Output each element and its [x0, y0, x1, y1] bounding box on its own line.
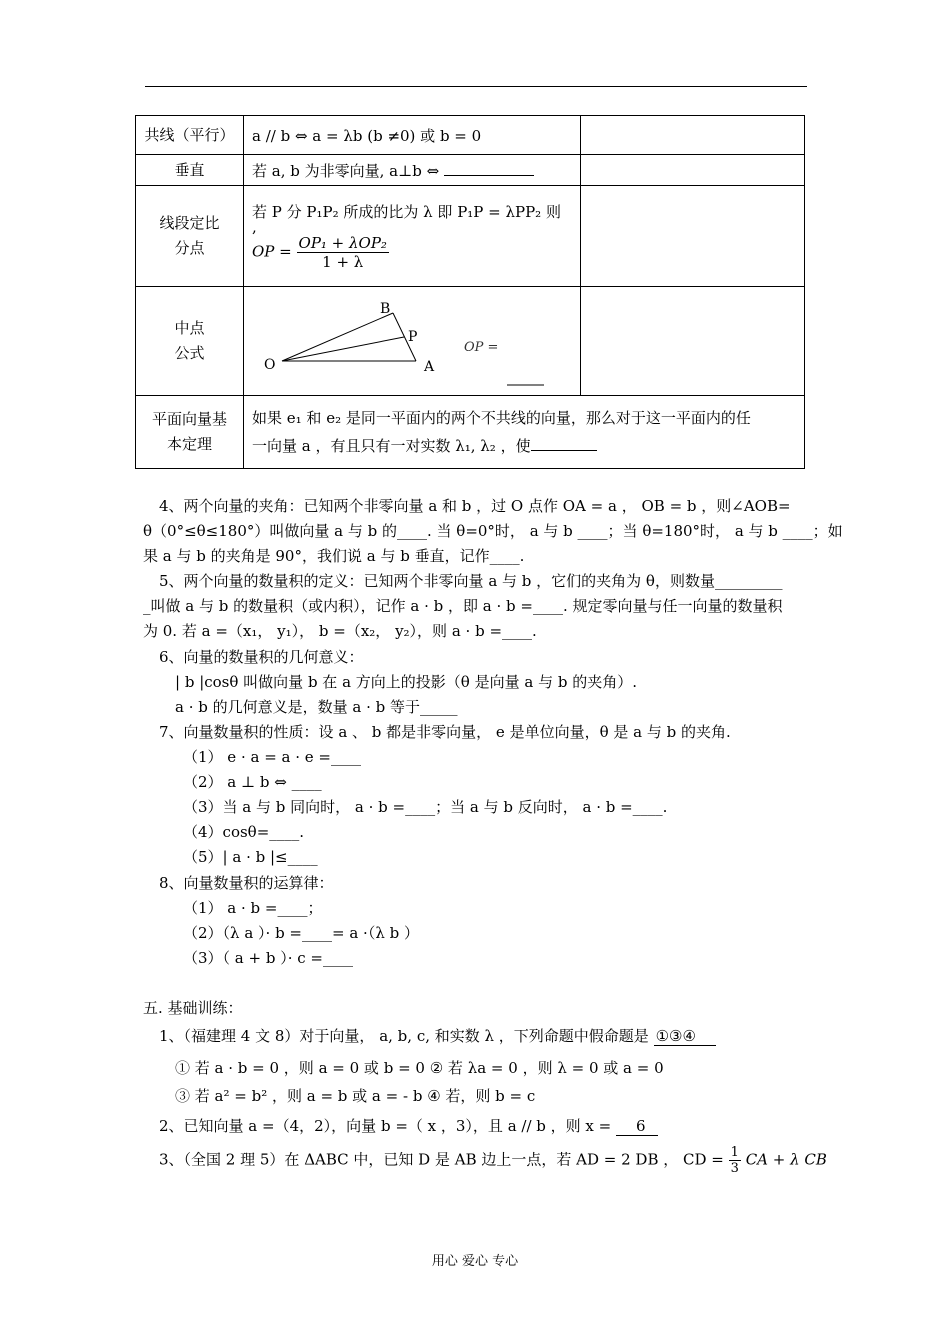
question-1-line-3: ③ 若 a² = b² ，则 a = b 或 a = - b ④ 若，则 b = c — [175, 1087, 536, 1105]
question-1-answer: ①③④ — [654, 1027, 716, 1046]
question-1-line-1: 1、（福建理 4 文 8）对于向量， a, b, c, 和实数 λ ，下列命题中假命题是 ①③④ — [159, 1025, 716, 1046]
item-5-line-2: _叫做 a 与 b 的数量积（或内积），记作 a · b ，即 a · b =____. 规定零向量与任一向量的数量积 — [143, 597, 783, 615]
empty-cell — [581, 116, 805, 155]
fraction: $\frac{\text{OP₁ + λOP₂}}{1 + \lambda}$ — [298, 233, 387, 271]
question-3: 3、（全国 2 理 5）在 ΔABC 中，已知 D 是 AB 边上一点，若 AD = 2 DB ， CD = $\frac{1}{3}$ CA + λ CB — [159, 1145, 827, 1176]
point-b-label: B — [380, 301, 391, 317]
item-6-line-2: | b |cosθ 叫做向量 b 在 a 方向上的投影（θ 是向量 a 与 b 的夹角）. — [175, 673, 637, 691]
table-row-perpendicular — [136, 155, 805, 186]
point-a-label: A — [424, 359, 435, 375]
item-8-prop-2: （2）（λ a ）· b =____= a ·（λ b ） — [183, 924, 419, 942]
item-4-line-1: 4、两个向量的夹角：已知两个非零向量 a 和 b ，过 O 点作 OA = a ， OB = b ，则∠AOB= — [159, 497, 791, 515]
row-label: 平面向量基 本定理 — [136, 396, 244, 469]
fraction: $\frac{1}{3}$ — [730, 1145, 739, 1176]
question-2: 2、已知向量 a =（4，2），向量 b =（ x ，3），且 a // b ，则 x = 6 — [159, 1115, 658, 1136]
item-7-prop-3: （3）当 a 与 b 同向时， a · b =____；当 a 与 b 反向时， a · b =____. — [183, 798, 668, 816]
section-point-formula: 若 P 分 P₁P₂ 所成的比为 λ 即 P₁P = λPP₂ 则 , OP = $\frac{\text{OP₁ + λOP₂}}{1 + \lambda}$ — [244, 186, 581, 287]
point-p-label: P — [408, 329, 418, 345]
perpendicular-condition: 若 a, b 为非零向量, a⊥b ⇔ — [244, 155, 581, 186]
empty-cell — [581, 186, 805, 287]
table-row-basis-theorem — [136, 396, 805, 469]
header-rule — [145, 86, 807, 87]
item-5-line-1: 5、两个向量的数量积的定义：已知两个非零向量 a 与 b ，它们的夹角为 θ，则数量_________ — [159, 572, 783, 590]
basis-theorem-text: 如果 e₁ 和 e₂ 是同一平面内的两个不共线的向量，那么对于这一平面内的任 一向量 a ，有且只有一对实数 λ₁, λ₂ ，使 — [244, 396, 805, 469]
section-5-title: 五. 基础训练： — [143, 999, 243, 1017]
question-1-line-2: ① 若 a · b = 0 ，则 a = 0 或 b = 0 ② 若 λa = 0 ，则 λ = 0 或 a = 0 — [175, 1059, 664, 1077]
page-footer: 用心 爱心 专心 — [431, 1254, 519, 1269]
collinear-condition: a // b ⇔ a = λb (b ≠0) 或 b = 0 — [244, 116, 581, 155]
empty-cell — [581, 155, 805, 186]
table-row-collinear — [136, 116, 805, 155]
item-8-line-1: 8、向量数量积的运算律： — [159, 874, 334, 892]
item-7-prop-2: （2） a ⊥ b ⇔ ____ — [183, 773, 322, 791]
item-6-line-3: a · b 的几何意义是，数量 a · b 等于_____ — [175, 698, 458, 716]
midpoint-diagram-cell — [244, 287, 581, 396]
item-8-prop-1: （1） a · b =____； — [183, 899, 323, 917]
op-expression: OP = — [464, 340, 499, 355]
table-row-section-point — [136, 186, 805, 287]
item-7-prop-4: （4）cosθ=____. — [183, 823, 305, 841]
row-label: 垂直 — [136, 155, 244, 186]
row-label: 共线（平行） — [136, 116, 244, 155]
point-o-label: O — [264, 357, 276, 373]
empty-cell — [581, 287, 805, 396]
vector-properties-table — [135, 115, 805, 469]
item-4-line-2: θ（0°≤θ≤180°）叫做向量 a 与 b 的____. 当 θ=0°时， a 与 b ____；当 θ=180°时， a 与 b ____；如 — [143, 522, 843, 540]
item-7-prop-1: （1） e · a = a · e =____ — [183, 748, 362, 766]
answer-blank — [444, 160, 534, 176]
item-7-prop-5: （5）| a · b |≤____ — [183, 848, 318, 866]
row-label: 线段定比分点 — [136, 186, 244, 287]
answer-blank — [531, 435, 597, 451]
item-5-line-3: 为 0. 若 a =（x₁， y₁）， b =（x₂， y₂），则 a · b =____. — [143, 622, 537, 640]
triangle-diagram — [252, 291, 573, 391]
item-8-prop-3: （3）（ a + b ）· c =____ — [183, 949, 354, 967]
row-label: 中点 公式 — [136, 287, 244, 396]
item-7-line-1: 7、向量数量积的性质：设 a 、 b 都是非零向量， e 是单位向量，θ 是 a 与 b 的夹角. — [159, 723, 731, 741]
question-2-answer: 6 — [616, 1117, 658, 1136]
item-6-line-1: 6、向量的数量积的几何意义： — [159, 648, 364, 666]
item-4-line-3: 果 a 与 b 的夹角是 90°，我们说 a 与 b 垂直，记作____. — [143, 547, 525, 565]
table-row-midpoint — [136, 287, 805, 396]
